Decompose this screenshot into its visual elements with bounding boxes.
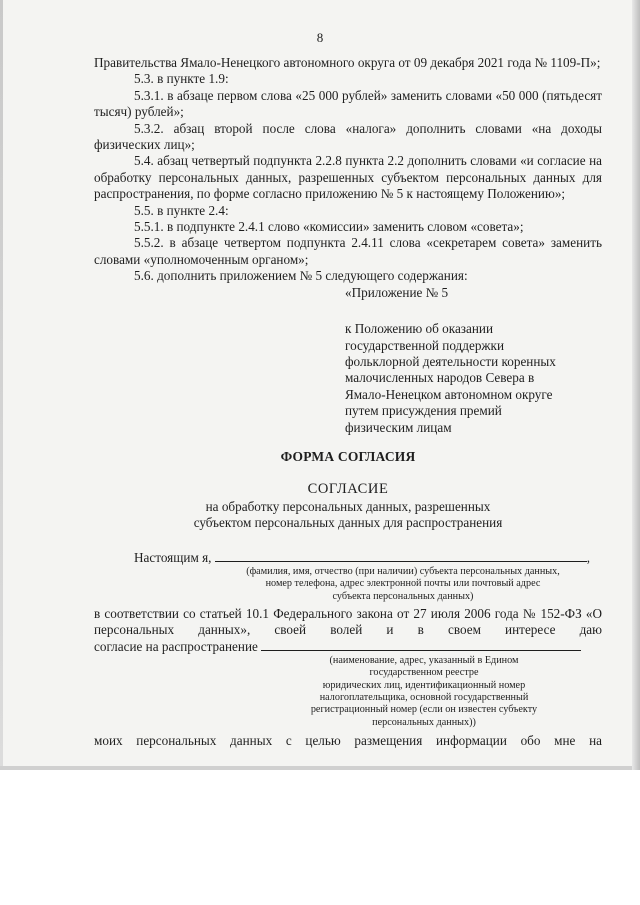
person-note-line: субъекта персональных данных)	[332, 590, 474, 602]
person-note-line: номер телефона, адрес электронной почты или почтовый адрес	[265, 578, 541, 590]
org-note-line: персональных данных))	[372, 716, 476, 728]
org-note-line: юридических лиц, идентификационный номер	[322, 679, 526, 691]
form-heading: ФОРМА СОГЛАСИЯ	[280, 448, 416, 464]
purpose-text: моих персональных данных с целью размещения информации обо мне на	[94, 732, 602, 748]
org-note-line: налогоплательщика, основной государственный	[319, 691, 529, 703]
person-name-field[interactable]	[215, 550, 587, 562]
org-note-line: государственном реестре	[369, 667, 479, 679]
consent-subtitle-line: субъектом персональных данных для распространения	[193, 515, 503, 531]
paragraph-5-5-1: 5.5.1. в подпункте 2.4.1 слово «комиссии» заменить словом «совета»;	[134, 219, 524, 235]
consent-subtitle	[94, 499, 602, 532]
consent-to-row	[94, 639, 602, 655]
organization-field[interactable]	[261, 639, 581, 651]
paragraph-continuation: Правительства Ямало-Ненецкого автономного округа от 09 декабря 2021 года № 1109-П»;	[94, 55, 601, 70]
appendix-header	[345, 285, 602, 436]
consent-title: СОГЛАСИЕ	[307, 481, 389, 498]
paragraph-5-3-2: 5.3.2. абзац второй после слова «налога» дополнить словами «на доходы физических лиц»;	[94, 120, 602, 153]
paragraph-5-4: 5.4. абзац четвертый подпункта 2.2.8 пункта 2.2 дополнить словами «и согласие на обработку персональных данных, разрешенных субъектом персональных данных для распространения, по форме согласно приложению № 5 к настоящему Положению»;	[94, 153, 602, 202]
appendix-line: малочисленных народов Севера в	[345, 370, 535, 386]
appendix-line: физическим лицам	[345, 419, 452, 435]
organization-field-note	[294, 655, 554, 729]
org-note-line: регистрационный номер (если он известен субъекту	[310, 704, 538, 716]
consent-intro-row	[94, 550, 602, 566]
paragraph-5-6: 5.6. дополнить приложением № 5 следующего содержания:	[134, 268, 468, 284]
org-note-line: (наименование, адрес, указанный в Едином	[329, 655, 519, 667]
consent-subtitle-line: на обработку персональных данных, разрешенных	[205, 498, 491, 514]
appendix-line: к Положению об оказании	[345, 321, 494, 337]
consent-intro-label: Настоящим я,	[134, 549, 212, 565]
document-body	[94, 55, 602, 749]
page-bottom-edge	[0, 766, 640, 770]
appendix-title: «Приложение № 5	[345, 284, 449, 300]
consent-to-label: согласие на распространение	[94, 638, 258, 654]
appendix-line: фольклорной деятельности коренных	[345, 353, 556, 369]
appendix-line: государственной поддержки	[345, 337, 504, 353]
page-number: 8	[316, 30, 324, 45]
appendix-line: путем присуждения премий	[345, 403, 502, 419]
person-note-line: (фамилия, имя, отчество (при наличии) субъекта персональных данных,	[246, 565, 560, 577]
law-reference-text: в соответствии со статьей 10.1 Федерального закона от 27 июля 2006 года № 152-ФЗ «О персональных данных», своей волей и в своем интересе даю	[94, 605, 602, 638]
consent-intro-comma: ,	[586, 549, 591, 565]
paragraph-5-3-1: 5.3.1. в абзаце первом слова «25 000 рублей» заменить словами «50 000 (пятьдесят тысяч) рублей»;	[94, 87, 602, 120]
appendix-line: Ямало-Ненецком автономном округе	[345, 386, 553, 402]
paragraph-5-5-2: 5.5.2. в абзаце четвертом подпункта 2.4.11 слова «секретарем совета» заменить словами «уполномоченным органом»;	[94, 235, 602, 267]
person-field-note	[204, 566, 602, 603]
paragraph-5-5: 5.5. в пункте 2.4:	[134, 202, 229, 218]
paragraph-5-3: 5.3. в пункте 1.9:	[134, 71, 229, 87]
